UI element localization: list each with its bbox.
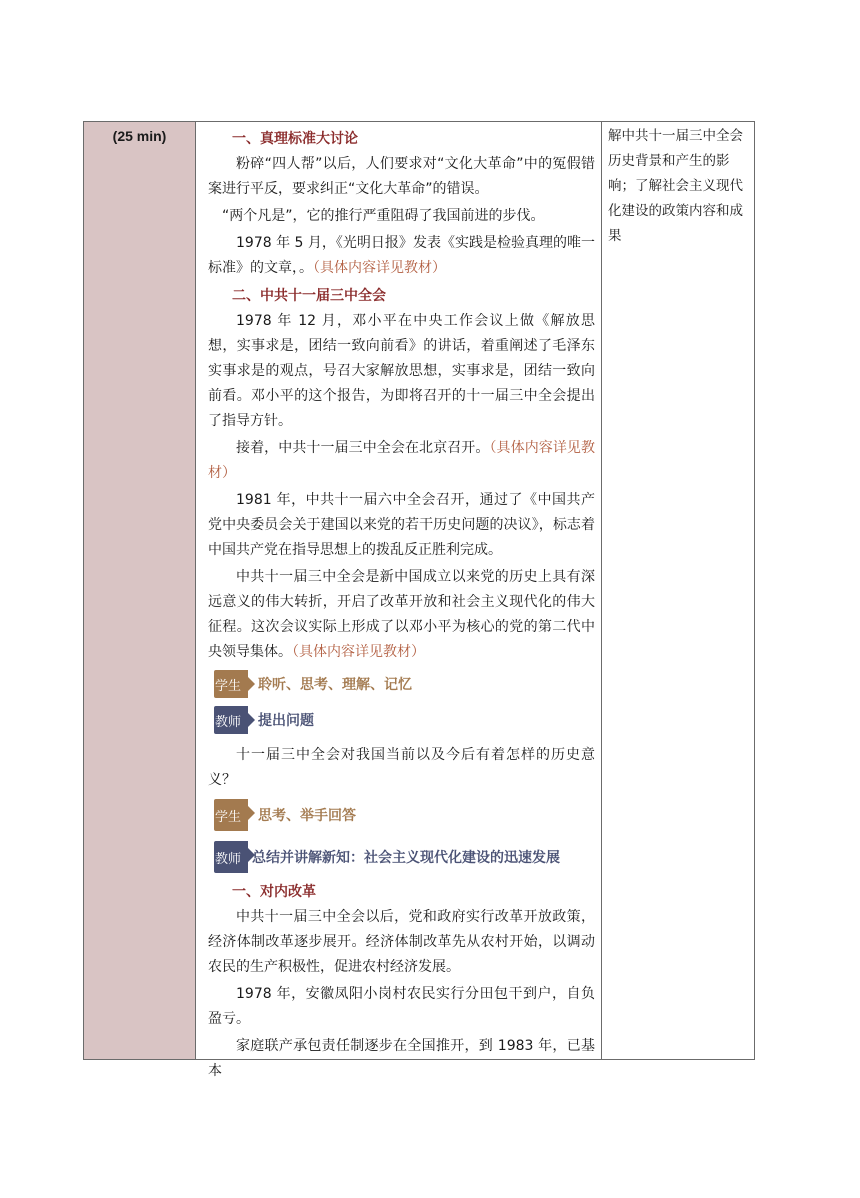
student-activity-2 — [214, 795, 595, 835]
section1-paragraph-3 — [208, 231, 595, 281]
section2-title: 二、中共十一届三中全会 — [232, 288, 386, 304]
student-activity-1-text: 聆听、思考、理解、记忆 — [258, 677, 412, 693]
section2-paragraph-2-text: 接着，中共十一届三中全会在北京召开。 — [236, 440, 490, 456]
section3-paragraph-1: 中共十一届三中全会以后，党和政府实行改革开放政策，经济体制改革逐步展开。经济体制改革先从农村开始，以调动农民的生产积极性，促进农村经济发展。 — [208, 909, 595, 975]
teacher-activity-2 — [214, 837, 595, 877]
section2-paragraph-3: 1981 年，中共十一届六中全会召开，通过了《中国共产党中央委员会关于建国以来党的若干历史问题的决议》，标志着中国共产党在指导思想上的拨乱反正胜利完成。 — [208, 492, 595, 558]
student-activity-2-text: 思考、举手回答 — [258, 808, 356, 824]
content-column — [196, 122, 602, 1079]
objective-column — [602, 122, 754, 1059]
teacher-tag: 教师 — [214, 841, 248, 873]
section2-paragraph-1: 1978 年 12 月，邓小平在中央工作会议上做《解放思想，实事求是，团结一致向前看》的讲话，着重阐述了毛泽东实事求是的观点，号召大家解放思想，实事求是，团结一致向前看。邓小平的这个报告，为即将召开的十一届三中全会提出了指导方针。 — [208, 313, 595, 429]
section1-paragraph-3-text: 1978 年 5 月，《光明日报》发表《实践是检验真理的唯一标准》的文章，。 — [208, 235, 595, 276]
section1-title: 一、真理标准大讨论 — [232, 131, 358, 147]
student-tag: 学生 — [214, 799, 248, 831]
discussion-question: 十一届三中全会对我国当前以及今后有着怎样的历史意义？ — [208, 747, 595, 788]
student-activity-1 — [214, 667, 595, 701]
teacher-activity-1-text: 提出问题 — [258, 713, 314, 729]
teacher-activity-2-text: 总结并讲解新知：社会主义现代化建设的迅速发展 — [252, 850, 560, 866]
section2-note-1: （具体内容详见教材） — [208, 440, 596, 481]
section2-paragraph-2 — [208, 436, 595, 486]
time-column — [84, 122, 196, 1059]
section1-paragraph-1: 粉碎“四人帮”以后，人们要求对“文化大革命”中的冤假错案进行平反，要求纠正“文化大革命”的错误。 — [208, 156, 595, 197]
section1-paragraph-2: “两个凡是”，它的推行严重阻碍了我国前进的步伐。 — [222, 208, 545, 224]
teacher-activity-1 — [214, 703, 595, 737]
student-tag: 学生 — [214, 670, 248, 698]
section3-paragraph-3: 家庭联产承包责任制逐步在全国推开，到 1983 年，已基本 — [208, 1038, 595, 1079]
section3-paragraph-2: 1978 年，安徽凤阳小岗村农民实行分田包干到户，自负盈亏。 — [208, 986, 595, 1027]
time-label: (25 min) — [112, 128, 167, 144]
section2-paragraph-4-text: 中共十一届三中全会是新中国成立以来党的历史上具有深远意义的伟大转折，开启了改革开放和社会主义现代化的伟大征程。这次会议实际上形成了以邓小平为核心的党的第二代中央领导集体。 — [208, 569, 595, 660]
section1-note: （具体内容详见教材） — [313, 260, 446, 276]
teacher-tag: 教师 — [214, 706, 248, 734]
section2-paragraph-4 — [208, 565, 595, 665]
section3-title: 一、对内改革 — [232, 884, 316, 900]
section2-note-2: （具体内容详见教材） — [292, 644, 425, 660]
learning-objective: 解中共十一届三中全会历史背景和产生的影响；了解社会主义现代化建设的政策内容和成果 — [608, 128, 743, 244]
lesson-table — [83, 121, 755, 1079]
